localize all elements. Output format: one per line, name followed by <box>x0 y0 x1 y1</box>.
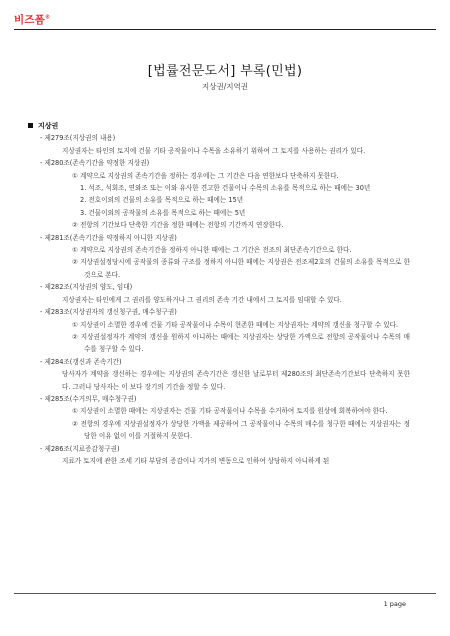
clause-item: ① 지상권이 소멸한 때에는 지상권자는 건물 기타 공작물이나 수목을 수거하여 토지를 원상에 회복하여야 한다. <box>72 407 388 416</box>
article-text: 당사자가 계약을 갱신하는 경우에는 지상권의 존속기간은 갱신한 날로부터 제280조의 최단존속기간보다 단축하지 못한다. 그러나 당사자는 이 보다 장기의 기간을 정할 수 있다. <box>62 370 410 391</box>
logo-text: 비즈폼 <box>14 14 46 26</box>
clause-item: ① 지상권이 소멸한 경우에 건물 기타 공작물이나 수목이 현존한 때에는 지상권자는 계약의 갱신을 청구할 수 있다. <box>72 320 399 329</box>
article-text: 지료가 토지에 관한 조세 기타 부담의 증감이나 지가의 변동으로 인하여 상당하지 아니하게 된 <box>62 456 330 465</box>
article-heading: - 제285조(수거의무, 매수청구권) <box>40 394 137 403</box>
clause-item: ② 지상권설정자가 계약의 갱신을 원하지 아니하는 때에는 지상권자는 상당한 가액으로 전항의 공작물이나 수목의 매수를 청구할 수 있다. <box>72 332 410 354</box>
bizforms-logo <box>14 12 50 27</box>
article-heading: - 제282조(지상권의 양도, 임대) <box>40 283 133 292</box>
footer-divider <box>14 593 436 594</box>
article-heading: - 제283조(지상권자의 갱신청구권, 매수청구권) <box>40 308 177 317</box>
clause-item: ② 전항의 기간보다 단축한 기간을 정한 때에는 전항의 기간까지 연장한다. <box>72 221 284 230</box>
clause-item: ① 계약으로 지상권의 존속기간을 정하는 경우에는 그 기간은 다음 연한보다 단축하지 못한다. <box>72 171 339 180</box>
article-heading: - 제286조(지료증감청구권) <box>40 444 120 453</box>
document-title: [법률전문도서] 부록(민법) <box>147 64 303 79</box>
article-heading: - 제279조(지상권의 내용) <box>40 134 116 143</box>
document-subtitle: 지상권/지역권 <box>202 82 248 91</box>
page-number: 1 page <box>383 600 406 608</box>
registered-mark: ® <box>45 14 51 21</box>
section-heading-text: 지상권 <box>38 122 59 130</box>
header-divider <box>14 29 436 30</box>
clause-subitem: 2. 전호이외의 건물의 소유를 목적으로 하는 때에는 15년 <box>80 196 244 205</box>
clause-subitem: 1. 석조, 석회조, 연와조 또는 이와 유사한 견고한 건물이나 수목의 소유를 목적으로 하는 때에는 30년 <box>80 184 371 193</box>
article-text: 지상권자는 타인의 토지에 건물 기타 공작물이나 수목을 소유하기 위하여 그 토지를 사용하는 권리가 있다. <box>62 146 366 155</box>
article-list <box>28 132 410 467</box>
square-bullet-icon <box>28 123 33 128</box>
article-heading: - 제280조(존속기간을 약정한 지상권) <box>40 159 150 168</box>
section-heading <box>28 120 410 132</box>
clause-item: ② 지상권설정당시에 공작물의 종류와 구조를 정하지 아니한 때에는 지상권은 전조제2호의 건물의 소유를 목적으로 한 것으로 본다. <box>72 258 410 279</box>
article-text: 지상권자는 타인에게 그 권리를 양도하거나 그 권리의 존속 기간 내에서 그 토지를 임대할 수 있다. <box>62 295 342 304</box>
article-heading: - 제281조(존속기간을 약정하지 아니한 지상권) <box>40 233 177 242</box>
clause-subitem: 3. 건물이외의 공작물의 소유를 목적으로 하는 때에는 5년 <box>80 208 246 217</box>
clause-item: ① 계약으로 지상권의 존속기간을 정하지 아니한 때에는 그 기간은 전조의 최단존속기간으로 한다. <box>72 246 352 255</box>
document-body <box>28 120 410 467</box>
clause-item: ② 전항의 경우에 지상권설정자가 상당한 가액을 제공하여 그 공작물이나 수목의 매수를 청구한 때에는 지상권자는 정당한 이유 없이 이를 거절하지 못한다. <box>72 419 410 441</box>
article-heading: - 제284조(갱신과 존속기간) <box>40 357 122 366</box>
